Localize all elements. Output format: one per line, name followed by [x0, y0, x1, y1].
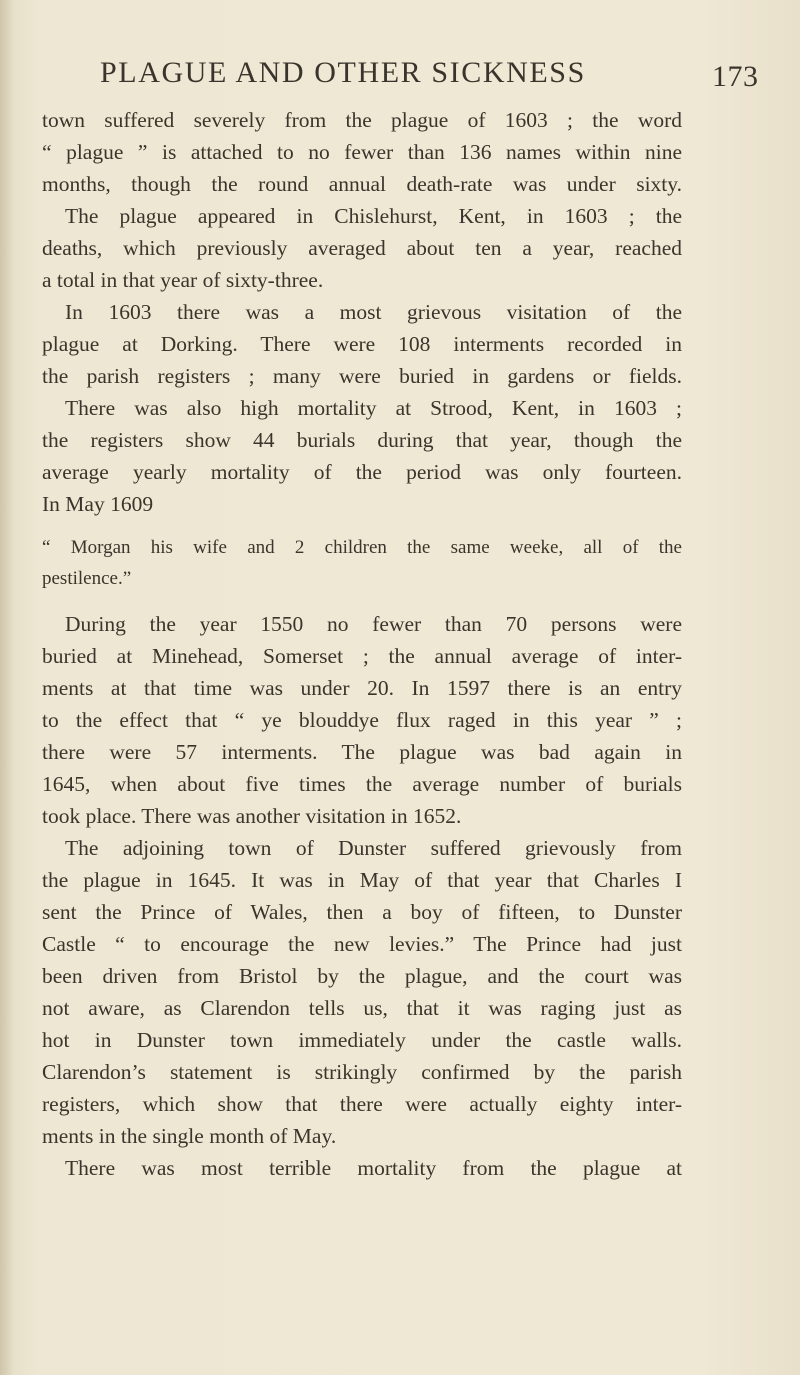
page-number: 173 — [712, 60, 759, 93]
text-line: sent the Prince of Wales, then a boy of fifteen, to Dunster — [42, 900, 682, 924]
text-line: average yearly mortality of the period was only fourteen. — [42, 460, 682, 484]
text-line: took place. There was another visitation in 1652. — [42, 804, 462, 828]
paragraph-2 — [42, 200, 682, 296]
text-line: buried at Minehead, Somerset ; the annual average of inter- — [42, 644, 682, 668]
text-line: town suffered severely from the plague of 1603 ; the word — [42, 108, 682, 132]
block-quote — [42, 532, 682, 594]
text-line: the registers show 44 burials during that year, though the — [42, 428, 682, 452]
text-line: there were 57 interments. The plague was bad again in — [42, 740, 682, 764]
text-line: hot in Dunster town immediately under the castle walls. — [42, 1028, 682, 1052]
text-line: plague at Dorking. There were 108 interments recorded in — [42, 332, 682, 356]
text-line: ments at that time was under 20. In 1597 there is an entry — [42, 676, 682, 700]
text-line: months, though the round annual death-rate was under sixty. — [42, 172, 682, 196]
text-line: ments in the single month of May. — [42, 1124, 337, 1148]
text-line: The adjoining town of Dunster suffered grievously from — [65, 836, 682, 860]
quote-line: “ Morgan his wife and 2 children the same weeke, all of the — [42, 537, 682, 558]
text-line: registers, which show that there were actually eighty inter- — [42, 1092, 682, 1116]
body-text — [42, 104, 682, 1184]
text-line: The plague appeared in Chislehurst, Kent, in 1603 ; the — [65, 204, 682, 228]
text-line: Clarendon’s statement is strikingly confirmed by the parish — [42, 1060, 682, 1084]
text-line: There was most terrible mortality from the plague at — [65, 1156, 682, 1180]
text-line: the plague in 1645. It was in May of that year that Charles I — [42, 868, 682, 892]
text-line: a total in that year of sixty-three. — [42, 268, 324, 292]
paragraph-7 — [42, 1152, 682, 1184]
text-line: Castle “ to encourage the new levies.” The Prince had just — [42, 932, 682, 956]
text-line: During the year 1550 no fewer than 70 persons were — [65, 612, 682, 636]
text-line: “ plague ” is attached to no fewer than 136 names within nine — [42, 140, 682, 164]
text-line: In May 1609 — [42, 492, 154, 516]
running-head — [100, 56, 800, 96]
text-line: In 1603 there was a most grievous visitation of the — [65, 300, 682, 324]
text-line: There was also high mortality at Strood, Kent, in 1603 ; — [65, 396, 682, 420]
paragraph-5 — [42, 608, 682, 832]
paragraph-3 — [42, 296, 682, 392]
text-line: 1645, when about five times the average number of burials — [42, 772, 682, 796]
paragraph-4 — [42, 392, 682, 520]
paragraph-1 — [42, 104, 682, 200]
text-line: deaths, which previously averaged about ten a year, reached — [42, 236, 682, 260]
running-title: PLAGUE AND OTHER SICKNESS — [100, 56, 586, 89]
text-line: not aware, as Clarendon tells us, that it was raging just as — [42, 996, 682, 1020]
text-line: the parish registers ; many were buried in gardens or fields. — [42, 364, 682, 388]
text-line: to the effect that “ ye blouddye flux raged in this year ” ; — [42, 708, 682, 732]
text-line: been driven from Bristol by the plague, and the court was — [42, 964, 682, 988]
page-gutter-shadow — [0, 0, 14, 1375]
quote-line: pestilence.” — [42, 568, 132, 589]
paragraph-6 — [42, 832, 682, 1152]
